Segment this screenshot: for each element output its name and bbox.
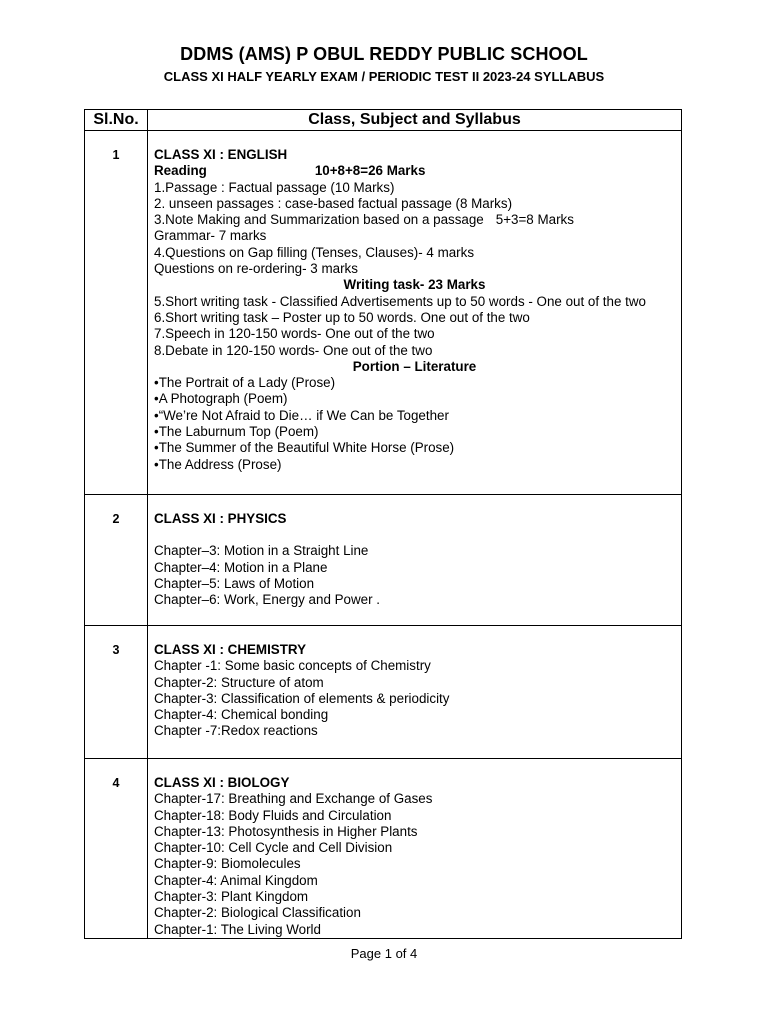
chapter-item: Chapter-10: Cell Cycle and Cell Division [154,840,393,856]
syllabus-line: 8.Debate in 120-150 words- One out of the two [154,342,433,358]
reading-marks: 10+8+8=26 Marks [314,163,426,179]
literature-item: •The Portrait of a Lady (Prose) [154,375,336,391]
page-number: Page 1 of 4 [350,946,418,961]
english-syllabus [148,131,682,495]
subject-title: CLASS XI : CHEMISTRY [154,642,307,657]
biology-syllabus [148,759,682,939]
writing-heading: Writing task- 23 Marks [343,277,486,293]
chapter-item: Chapter-4: Animal Kingdom [154,872,318,888]
chapter-item: Chapter-2: Structure of atom [154,674,324,690]
syllabus-line: 4.Questions on Gap filling (Tenses, Clauses)- 4 marks [154,244,475,260]
literature-item: •The Summer of the Beautiful White Horse (Prose) [154,440,455,456]
chapter-item: Chapter–3: Motion in a Straight Line [154,543,369,559]
table-row-english [85,131,682,495]
grammar-heading: Grammar- 7 marks [154,228,267,244]
chapter-item: Chapter-2: Biological Classification [154,905,361,921]
serial-number: 4 [85,759,148,939]
exam-title: CLASS XI HALF YEARLY EXAM / PERIODIC TEST II 2023-24 SYLLABUS [163,69,605,84]
literature-heading: Portion – Literature [352,358,477,374]
table-row-physics [85,495,682,626]
syllabus-line: 2. unseen passages : case-based factual passage (8 Marks) [154,195,513,211]
serial-number: 1 [85,131,148,495]
chemistry-syllabus [148,626,682,759]
chapter-item: Chapter–5: Laws of Motion [154,575,315,591]
syllabus-line: 6.Short writing task – Poster up to 50 words. One out of the two [154,309,530,325]
syllabus-line [154,212,675,228]
chapter-item: Chapter–4: Motion in a Plane [154,559,328,575]
chapter-item: Chapter -1: Some basic concepts of Chemistry [154,658,431,674]
literature-item: •A Photograph (Poem) [154,391,288,407]
column-header-sl-no: Sl.No. [85,110,148,131]
serial-number: 3 [85,626,148,759]
column-header-syllabus: Class, Subject and Syllabus [148,110,682,131]
chapter-item: Chapter-17: Breathing and Exchange of Gases [154,791,433,807]
table-header-row [85,110,682,131]
chapter-item: Chapter-9: Biomolecules [154,856,301,872]
subject-title: CLASS XI : PHYSICS [154,511,287,526]
serial-number: 2 [85,495,148,626]
literature-item: •“We’re Not Afraid to Die… if We Can be Together [154,407,449,423]
chapter-item: Chapter-13: Photosynthesis in Higher Plants [154,823,418,839]
subject-title: CLASS XI : ENGLISH [154,147,288,162]
syllabus-line: 5.Short writing task - Classified Advertisements up to 50 words - One out of the two [154,293,646,309]
syllabus-line: Questions on re-ordering- 3 marks [154,261,358,277]
note-making-text: 3.Note Making and Summarization based on a passage [154,212,484,228]
table-row-biology [85,759,682,939]
chapter-item: Chapter-4: Chemical bonding [154,707,329,723]
physics-syllabus [148,495,682,626]
chapter-item: Chapter-18: Body Fluids and Circulation [154,807,392,823]
syllabus-line: 1.Passage : Factual passage (10 Marks) [154,179,395,195]
reading-label: Reading [154,163,207,179]
school-title: DDMS (AMS) P OBUL REDDY PUBLIC SCHOOL [180,44,588,64]
chapter-item: Chapter -7:Redox reactions [154,723,318,739]
reading-heading [154,163,675,179]
literature-item: •The Laburnum Top (Poem) [154,424,319,440]
syllabus-table [84,109,682,939]
table-row-chemistry [85,626,682,759]
chapter-item: Chapter-1: The Living World [154,921,321,937]
literature-item: •The Address (Prose) [154,456,282,472]
chapter-item: Chapter–6: Work, Energy and Power . [154,592,381,608]
chapter-item: Chapter-3: Classification of elements & periodicity [154,690,450,706]
note-making-marks: 5+3=8 Marks [495,212,574,228]
subject-title: CLASS XI : BIOLOGY [154,775,290,790]
syllabus-line: 7.Speech in 120-150 words- One out of the two [154,326,435,342]
chapter-item: Chapter-3: Plant Kingdom [154,889,309,905]
